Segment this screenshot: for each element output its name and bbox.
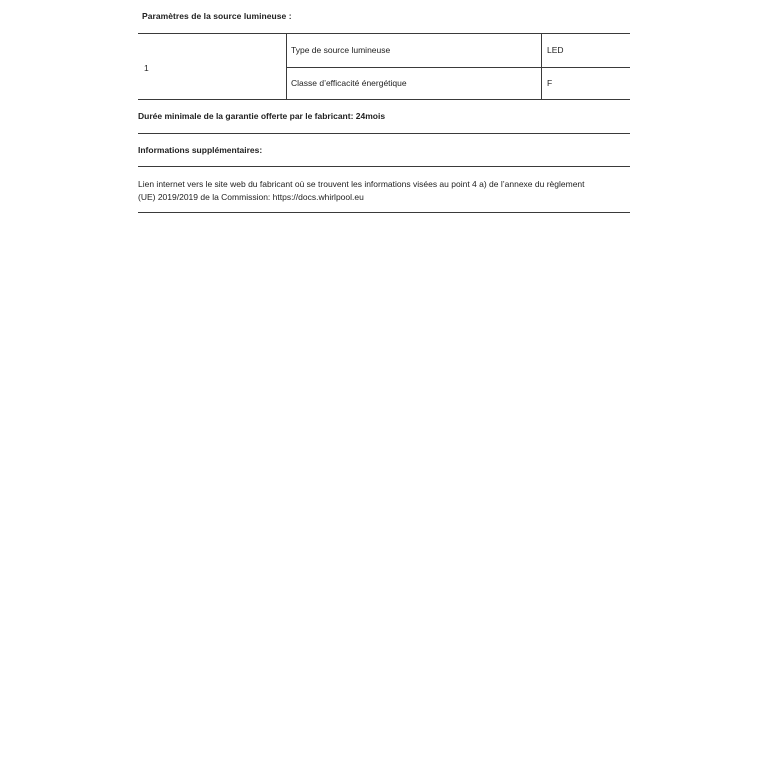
table-cell-value: LED (547, 45, 564, 55)
table-cell-value: F (547, 78, 553, 88)
manufacturer-link-row (138, 167, 630, 213)
warranty-text: Durée minimale de la garantie offerte par le fabricant: 24mois (138, 111, 386, 121)
table-cell-label: Classe d’efficacité énergétique (291, 78, 407, 88)
link-text-line: Lien internet vers le site web du fabricant où se trouvent les informations visées au point 4 a) de l’annexe du règlement (138, 179, 585, 189)
light-source-table (138, 33, 630, 100)
warranty-row (138, 100, 630, 134)
additional-info-heading: Informations supplémentaires: (138, 145, 263, 155)
table-row-divider (286, 67, 630, 68)
manufacturer-link-paragraph (138, 178, 630, 203)
light-source-heading: Paramètres de la source lumineuse : (142, 11, 292, 21)
additional-info-row (138, 134, 630, 167)
link-text-line: (UE) 2019/2019 de la Commission: https://docs.whirlpool.eu (138, 191, 364, 202)
table-cell-label: Type de source lumineuse (291, 45, 391, 55)
light-source-index: 1 (144, 63, 149, 73)
